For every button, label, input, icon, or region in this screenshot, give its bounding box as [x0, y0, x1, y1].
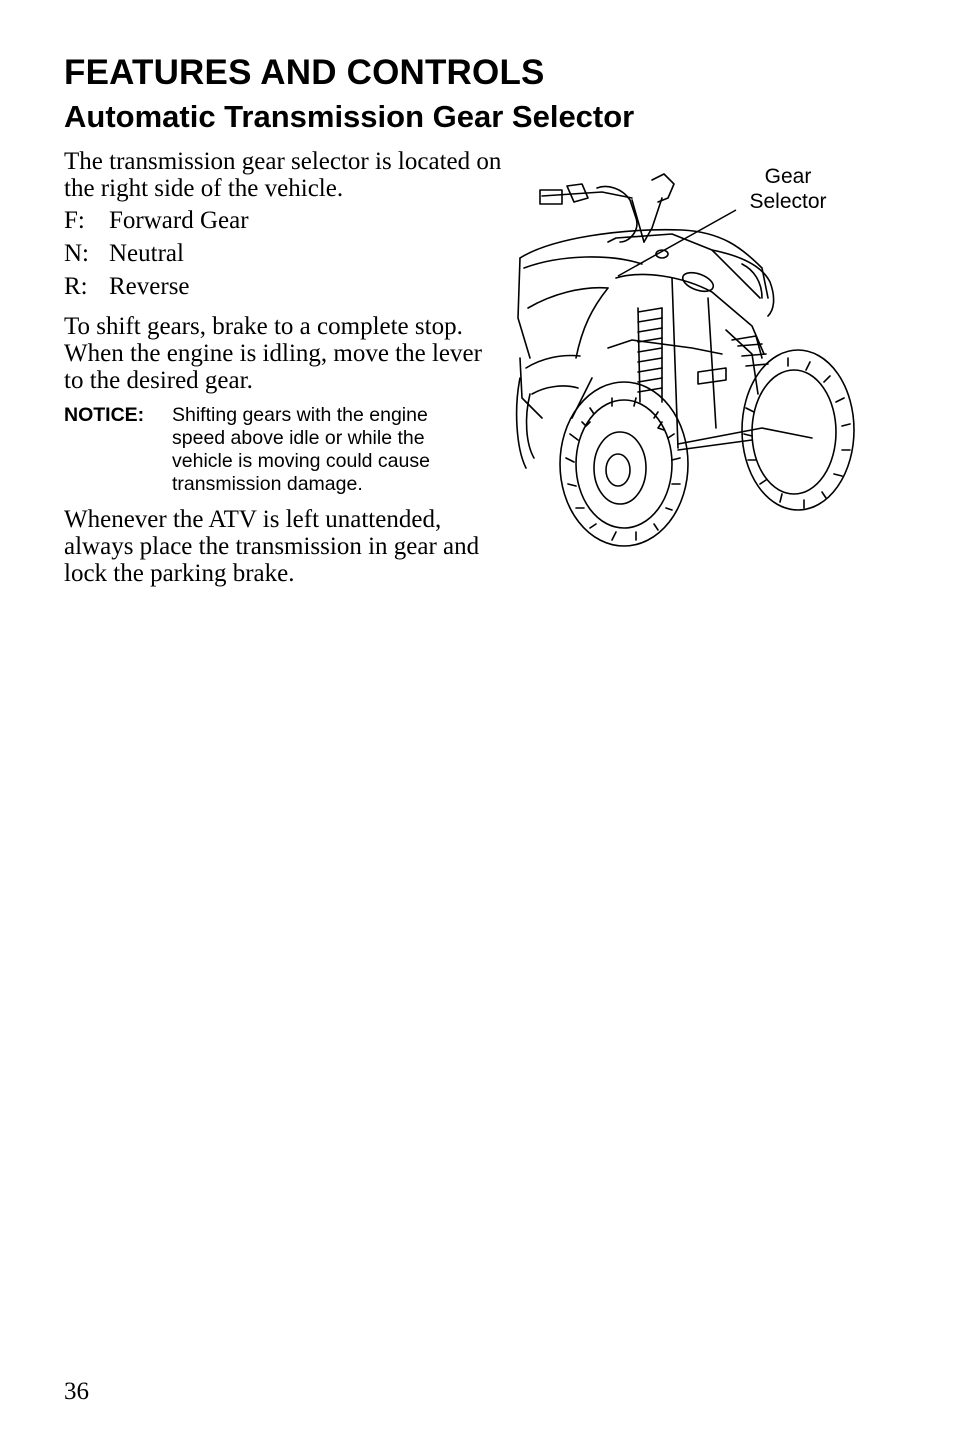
notice-text: Shifting gears with the engine speed above idle or while the vehicle is moving could cause transmission damage.	[172, 404, 430, 495]
intro-paragraph: The transmission gear selector is located on the right side of the vehicle.	[64, 148, 502, 202]
callout-leader-line	[600, 198, 740, 280]
list-item	[64, 239, 249, 272]
callout-line: Gear	[764, 165, 812, 188]
gear-code: R:	[64, 273, 88, 300]
list-item	[64, 272, 249, 305]
gear-label: Forward Gear	[109, 207, 249, 234]
list-item	[64, 206, 249, 239]
page-title: FEATURES AND CONTROLS	[64, 53, 545, 92]
page-number: 36	[64, 1378, 89, 1405]
section-title: Automatic Transmission Gear Selector	[64, 99, 635, 134]
gear-label: Neutral	[109, 240, 184, 267]
notice-label: NOTICE:	[64, 404, 145, 426]
gear-code: F:	[64, 207, 85, 234]
gear-selector-callout	[738, 164, 838, 214]
callout-line: Selector	[749, 190, 827, 213]
shift-instructions: To shift gears, brake to a complete stop. When the engine is idling, move the lever to the desired gear.	[64, 313, 482, 394]
gear-code: N:	[64, 240, 89, 267]
notice-block	[64, 404, 484, 496]
unattended-paragraph: Whenever the ATV is left unattended, always place the transmission in gear and lock the parking brake.	[64, 506, 480, 587]
gear-list	[64, 206, 249, 305]
gear-label: Reverse	[109, 273, 190, 300]
